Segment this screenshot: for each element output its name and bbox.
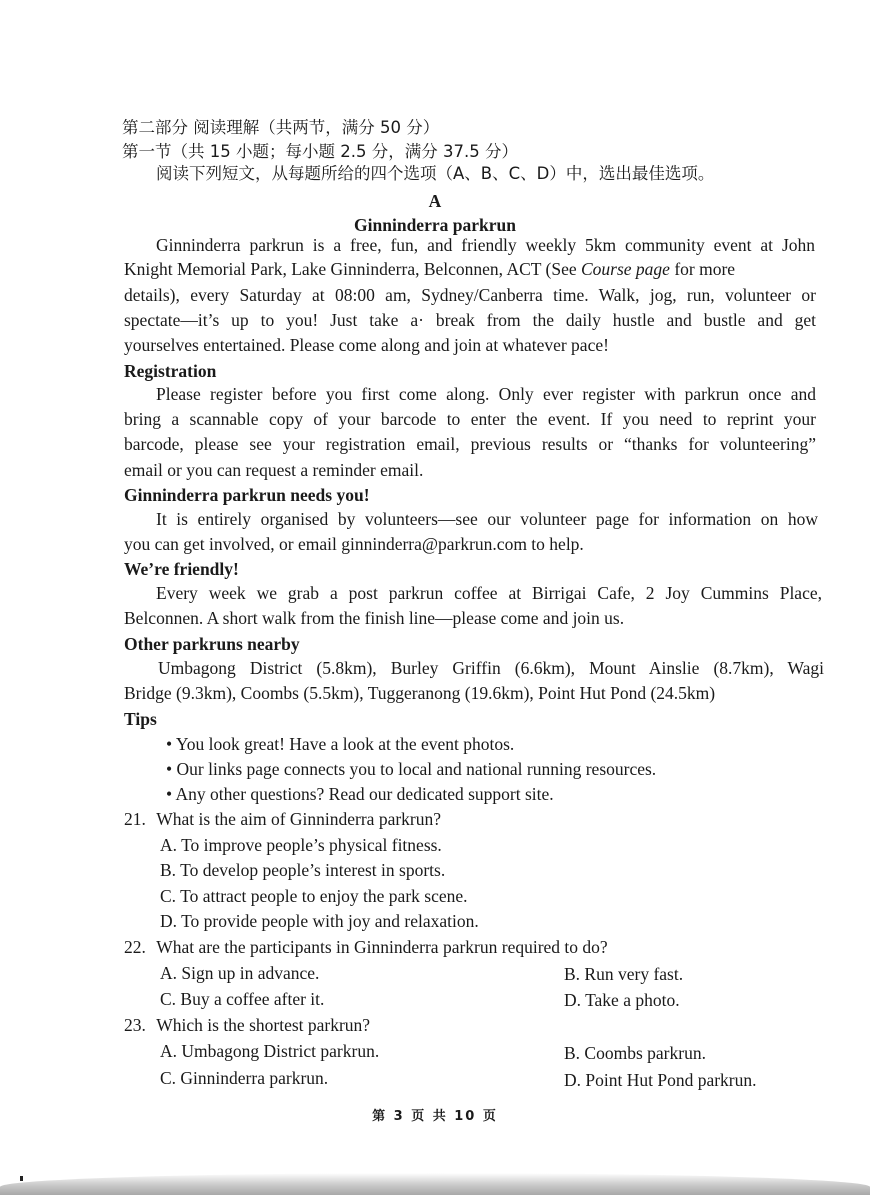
bullet-icon: •: [166, 784, 176, 804]
passage-letter: A: [428, 191, 442, 211]
q21-option-b: B. To develop people’s interest in sports.: [160, 860, 446, 880]
q23-option-a: A. Umbagong District parkrun.: [160, 1041, 380, 1061]
section-title: 第一节（共 15 小题；每小题 2.5 分，满分 37.5 分）: [122, 142, 518, 161]
tips-heading: Tips: [124, 709, 157, 729]
question-number: 23.: [124, 1015, 146, 1035]
q21-option-c: C. To attract people to enjoy the park scene.: [160, 886, 468, 906]
scan-speck: [20, 1176, 23, 1181]
tip-text: Any other questions? Read our dedicated support site.: [175, 784, 554, 804]
other-parkruns-line-2: Bridge (9.3km), Coombs (5.5km), Tuggeranong (19.6km), Point Hut Pond (24.5km): [124, 683, 716, 703]
other-parkruns-line-1: Umbagong District (5.8km), Burley Griffin (6.6km), Mount Ainslie (8.7km), Wagi: [158, 658, 824, 678]
question-stem: What are the participants in Ginninderra parkrun required to do?: [156, 937, 608, 957]
friendly-line-2: Belconnen. A short walk from the finish line—please come and join us.: [124, 608, 625, 628]
part-title: 第二部分 阅读理解（共两节，满分 50 分）: [122, 118, 440, 137]
tip-item-1: [166, 733, 514, 755]
q22-option-d: D. Take a photo.: [564, 990, 680, 1010]
instructions: 阅读下列短文，从每题所给的四个选项（A、B、C、D）中，选出最佳选项。: [156, 164, 715, 183]
question-stem: What is the aim of Ginninderra parkrun?: [156, 809, 442, 829]
intro-line-4: spectate—it’s up to you! Just take a· break from the daily hustle and bustle and get: [124, 310, 816, 330]
tip-item-3: [166, 783, 554, 805]
q21-option-a: A. To improve people’s physical fitness.: [160, 835, 442, 855]
bullet-icon: •: [166, 759, 177, 779]
page-curl-shadow: [0, 1173, 870, 1195]
intro-line-1: Ginninderra parkrun is a free, fun, and friendly weekly 5km community event at John: [156, 235, 815, 255]
q22-option-a: A. Sign up in advance.: [160, 963, 320, 983]
passage-title: Ginninderra parkrun: [354, 215, 516, 235]
q23-option-c: C. Ginninderra parkrun.: [160, 1068, 329, 1088]
registration-line-3: barcode, please see your registration email, previous results or “thanks for volunteering”: [124, 434, 816, 454]
question-stem: Which is the shortest parkrun?: [156, 1015, 371, 1035]
question-21: [124, 808, 441, 830]
intro-line-2-tail: for more: [669, 259, 736, 279]
tip-text: Our links page connects you to local and national running resources.: [176, 759, 657, 779]
bullet-icon: •: [166, 734, 176, 754]
needs-you-heading: Ginninderra parkrun needs you!: [124, 485, 370, 505]
registration-heading: Registration: [124, 361, 217, 381]
intro-line-2-text: Knight Memorial Park, Lake Ginninderra, Belconnen, ACT (See: [124, 259, 581, 279]
needs-you-line-1: It is entirely organised by volunteers—see our volunteer page for information on how: [156, 509, 818, 529]
q22-option-b: B. Run very fast.: [564, 964, 684, 984]
friendly-heading: We’re friendly!: [124, 559, 239, 579]
q21-option-d: D. To provide people with joy and relaxation.: [160, 911, 479, 931]
friendly-line-1: Every week we grab a post parkrun coffee at Birrigai Cafe, 2 Joy Cummins Place,: [156, 583, 822, 603]
tip-text: You look great! Have a look at the event photos.: [175, 734, 515, 754]
q22-option-c: C. Buy a coffee after it.: [160, 989, 325, 1009]
intro-line-5: yourselves entertained. Please come along and join at whatever pace!: [124, 335, 609, 355]
registration-line-4: email or you can request a reminder email.: [124, 460, 424, 480]
q23-option-b: B. Coombs parkrun.: [564, 1043, 706, 1063]
registration-line-1: Please register before you first come along. Only ever register with parkrun once and: [156, 384, 816, 404]
needs-you-line-2: you can get involved, or email ginninderra@parkrun.com to help.: [124, 534, 584, 554]
intro-line-3: details), every Saturday at 08:00 am, Sydney/Canberra time. Walk, jog, run, volunteer or: [124, 285, 816, 305]
question-23: [124, 1014, 370, 1036]
registration-line-2: bring a scannable copy of your barcode to enter the event. If you need to reprint your: [124, 409, 816, 429]
question-number: 22.: [124, 937, 146, 957]
intro-line-2: [124, 258, 816, 280]
question-22: [124, 936, 608, 958]
course-page-link: Course page: [581, 259, 670, 279]
page-number: 第 3 页 共 10 页: [372, 1109, 498, 1124]
other-parkruns-heading: Other parkruns nearby: [124, 634, 300, 654]
tip-item-2: [166, 758, 656, 780]
q23-option-d: D. Point Hut Pond parkrun.: [564, 1070, 757, 1090]
question-number: 21.: [124, 809, 146, 829]
